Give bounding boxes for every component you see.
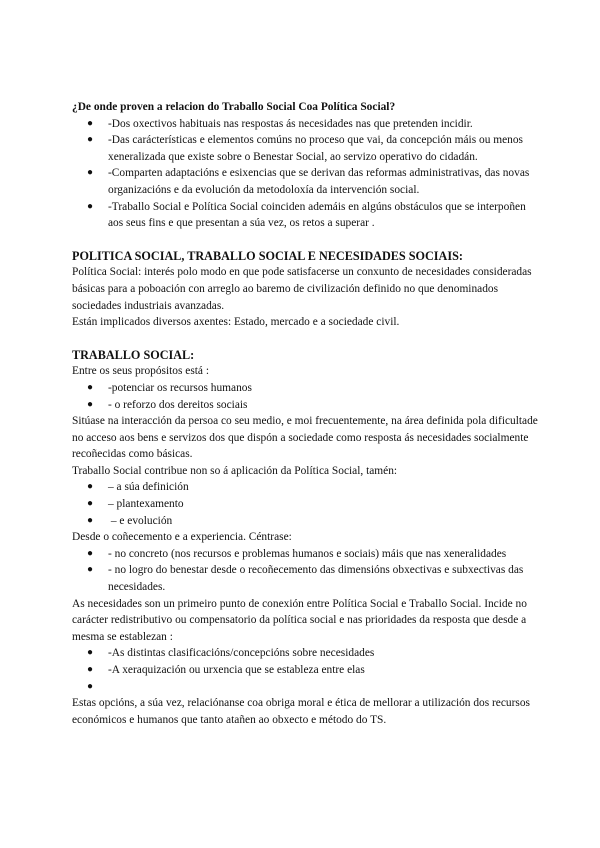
section-title-traballo-social: TRABALLO SOCIAL:: [72, 347, 195, 362]
paragraph: Estas opcións, a súa vez, relaciónanse coa obriga moral e ética de mellorar a utilización dos recursos económicos e humanos que tanto atañen ao obxecto e método do TS.: [72, 697, 530, 726]
purposes-list: [72, 380, 540, 413]
list-item: ● -A xeraquización ou urxencia que se estableza entre elas: [72, 662, 540, 679]
list-item: ● – e evolución: [72, 513, 540, 530]
bullet-icon: ●: [87, 680, 94, 692]
bullet-icon: ●: [87, 117, 94, 129]
paragraph: As necesidades son un primeiro punto de conexión entre Política Social e Traballo Social. Incide no carácter redistributivo ou compensatorio da política social e nas prioridades da resposta que desde a mesma se establezan :: [72, 597, 527, 643]
list-item: ● -Das carácterísticas e elementos comúns no proceso que vai, da concepción máis ou menos xeneralizada que existe sobre o Benestar Social, ao servizo operativo do cidadán.: [87, 134, 523, 163]
paragraph: Política Social: interés polo modo en que pode satisfacerse un conxunto de necesidades consideradas básicas para a poboación con arreglo ao baremo de civilización definido no que denominados sociedades industriais avanzadas.: [72, 266, 532, 312]
list-item: ● -Dos oxectivos habituais nas respostas ás necesidades nas que pretenden incidir.: [72, 116, 540, 133]
bullet-icon: ●: [87, 200, 94, 212]
spacer: [72, 331, 540, 347]
relation-bullet-list: [72, 116, 540, 232]
section-title-politica-social: POLITICA SOCIAL, TRABALLO SOCIAL E NECESIDADES SOCIAIS:: [72, 248, 463, 263]
list-item: ● - no logro do benestar desde o recoñecemento das dimensións obxectivas e subxectivas das necesidades.: [87, 564, 524, 594]
list-item: ● -potenciar os recursos humanos: [72, 380, 540, 397]
bullet-icon: ●: [87, 547, 94, 559]
paragraph: Entre os seus propósitos está :: [72, 365, 209, 378]
focus-list: [72, 546, 540, 596]
paragraph: Desde o coñecemento e a experiencia. Céntrase:: [72, 531, 292, 544]
list-item: ● – plantexamento: [72, 496, 540, 513]
bullet-icon: ●: [87, 134, 94, 146]
section-title-relation: ¿De onde proven a relacion do Traballo Social Coa Política Social?: [72, 101, 396, 113]
bullet-icon: ●: [87, 381, 94, 393]
paragraph: Están implicados diversos axentes: Estado, mercado e a sociedade civil.: [72, 316, 400, 329]
list-item: ● - o reforzo dos dereitos sociais: [72, 397, 540, 414]
bullet-icon: ●: [87, 664, 94, 675]
list-item: [72, 679, 540, 696]
spacer: [72, 232, 540, 248]
list-item: ● – a súa definición: [72, 479, 540, 496]
paragraph: Sitúase na interacción da persoa co seu medio, e moi frecuentemente, na área definida pola dificultade no acceso aos bens e servizos dos que dispón a sociedade como resposta ás necesidades socialmente recoñecidas como básicas.: [72, 415, 538, 461]
bullet-icon: ●: [87, 167, 94, 179]
contributions-list: [72, 479, 540, 529]
bullet-icon: ●: [87, 398, 94, 410]
bullet-icon: ●: [87, 481, 94, 493]
bullet-icon: ●: [87, 498, 94, 510]
list-item: ● - no concreto (nos recursos e problemas humanos e sociais) máis que nas xeneralidades: [72, 546, 540, 563]
paragraph: Traballo Social contribue non so á aplicación da Política Social, tamén:: [72, 464, 398, 477]
list-item: ● -Comparten adaptacións e esixencias que se derivan das reformas administrativas, das novas organizacións e da evolución da metodoloxía da intervención social.: [87, 167, 530, 196]
bullet-icon: ●: [87, 514, 94, 526]
list-item: ● -Traballo Social e Política Social coinciden ademáis en algúns obstáculos que se interpoñen aos seus fins e que presentan a súa vez, os retos a superar .: [87, 200, 526, 230]
bullet-icon: ●: [87, 647, 94, 659]
list-item: ● -As distintas clasificacións/concepcións sobre necesidades: [72, 645, 540, 662]
bullet-icon: ●: [87, 564, 94, 576]
priorities-list: [72, 645, 540, 695]
